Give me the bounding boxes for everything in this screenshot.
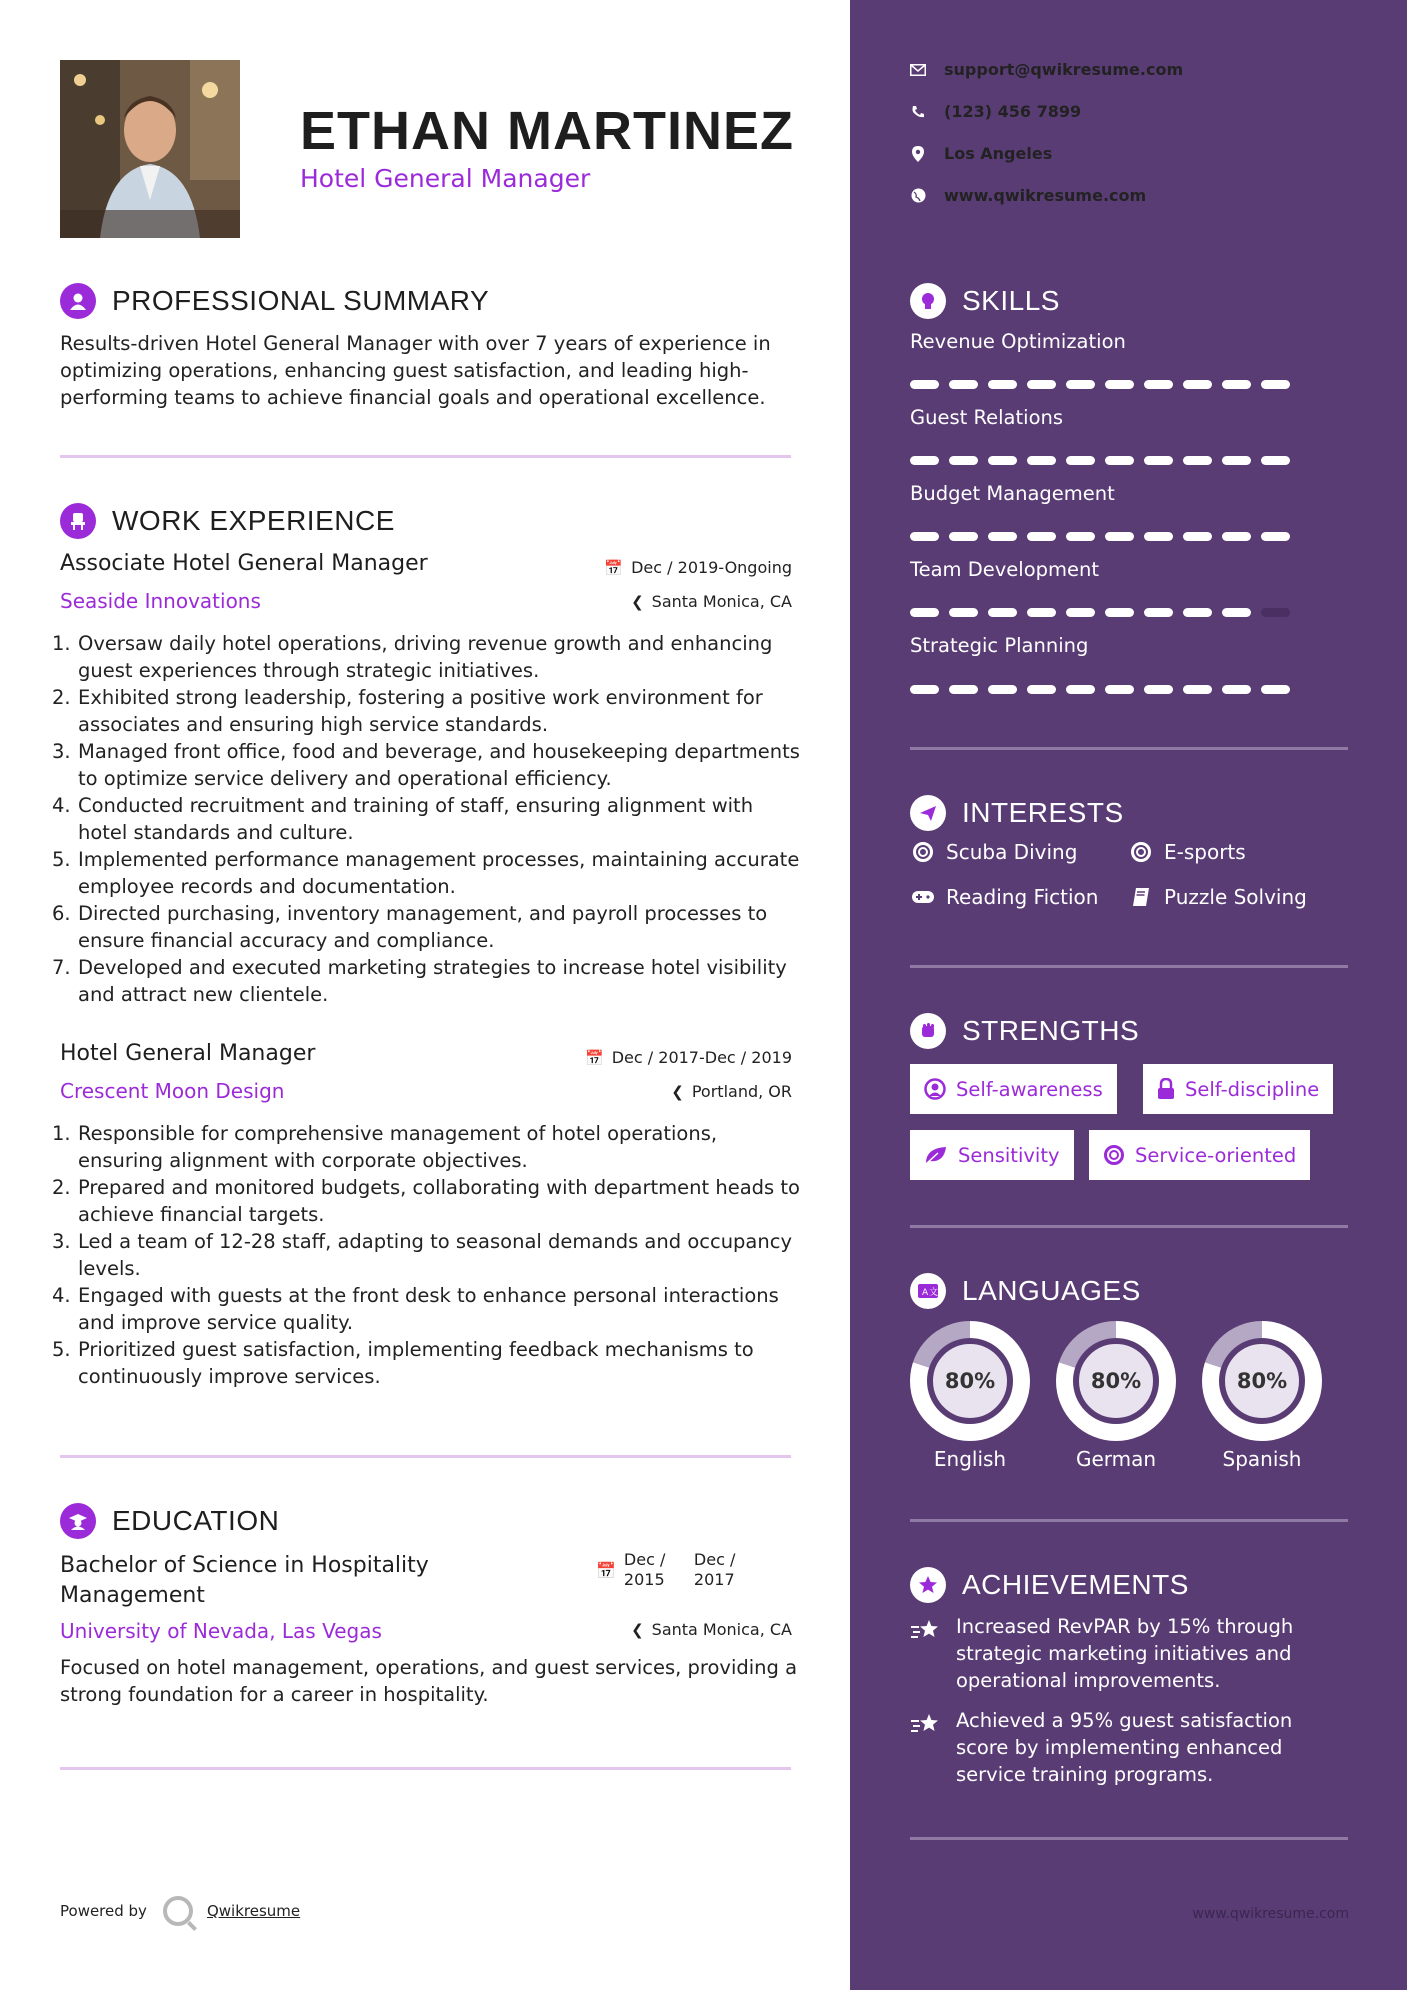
list-item: 4. Engaged with guests at the front desk to enhance personal interactions and improve service quality. [52, 1284, 779, 1334]
skill-dash-filled [1105, 380, 1134, 389]
contact-email[interactable]: support@qwikresume.com [910, 60, 1183, 79]
skill-level-bar [910, 608, 1290, 617]
lifebuoy-icon [1128, 841, 1154, 863]
skills-heading: SKILLS [910, 283, 1060, 319]
education-heading [60, 1503, 279, 1539]
list-item: 1. Responsible for comprehensive management of hotel operations, ensuring alignment with corporate objectives. [52, 1122, 718, 1172]
language-percent: 80% [1073, 1338, 1159, 1424]
powered-by: Powered by Qwikresume [60, 1896, 300, 1926]
skill-dash-filled [1222, 532, 1251, 541]
summary-text: Results-driven Hotel General Manager with over 7 years of experience in optimizing operations, enhancing guest satisfaction, and leading high-performing teams to achieve financial goals and operational excellence. [60, 332, 771, 409]
skill-dash-filled [1261, 456, 1290, 465]
list-item: 2. Exhibited strong leadership, fostering a positive work environment for associates and ensuring high service standards. [52, 686, 763, 736]
strength-badge: Sensitivity [910, 1130, 1074, 1180]
interest-item: E-sports [1128, 840, 1246, 864]
strength-badge: Self-discipline [1143, 1064, 1333, 1114]
job-title: Hotel General Manager [60, 1041, 316, 1066]
lifebuoy-icon [910, 841, 936, 863]
skill-dash-filled [1066, 685, 1095, 694]
shooting-star-icon [910, 1707, 944, 1788]
list-item: 5. Implemented performance management processes, maintaining accurate employee records and documentation. [52, 848, 800, 898]
skill-name: Strategic Planning [910, 634, 1089, 657]
skill-level-bar [910, 380, 1290, 389]
list-item: 2. Prepared and monitored budgets, collaborating with department heads to achieve financial targets. [52, 1176, 800, 1226]
skill-name: Guest Relations [910, 406, 1064, 429]
divider [60, 455, 791, 458]
achievement-item: Increased RevPAR by 15% through strategic marketing initiatives and operational improvements. [910, 1613, 1350, 1694]
skill-dash-filled [949, 456, 978, 465]
pin-icon: ❮ [631, 1620, 644, 1639]
degree-title: Bachelor of Science in Hospitality Management [60, 1553, 429, 1608]
list-item: 5. Prioritized guest satisfaction, implementing feedback mechanisms to continuously improve services. [52, 1338, 754, 1388]
skill-dash-filled [1027, 380, 1056, 389]
paper-plane-icon [910, 795, 946, 831]
skill-dash-filled [988, 685, 1017, 694]
skill-dash-empty [1261, 608, 1290, 617]
skill-dash-filled [1222, 608, 1251, 617]
interest-item: Scuba Diving [910, 840, 1077, 864]
book-icon [1128, 887, 1154, 907]
skill-dash-filled [988, 608, 1017, 617]
skill-dash-filled [1144, 532, 1173, 541]
skill-dash-filled [988, 380, 1017, 389]
achievement-item: Achieved a 95% guest satisfaction score by implementing enhanced service training programs. [910, 1707, 1350, 1788]
skill-dash-filled [988, 456, 1017, 465]
education-title: EDUCATION [112, 1505, 280, 1536]
job-title: Associate Hotel General Manager [60, 551, 428, 576]
divider [60, 1455, 791, 1458]
list-item: 7. Developed and executed marketing strategies to increase hotel visibility and attract new clientele. [52, 956, 787, 1006]
job-date: 📅 Dec / 2017-Dec / 2019 [585, 1048, 792, 1067]
language-ring [1056, 1321, 1176, 1441]
calendar-icon: 📅 [596, 1560, 616, 1580]
contact-phone[interactable]: (123) 456 7899 [910, 102, 1081, 121]
skill-dash-filled [1222, 685, 1251, 694]
skill-dash-filled [949, 608, 978, 617]
list-item: 1. Oversaw daily hotel operations, driving revenue growth and enhancing guest experiences through strategic initiatives. [52, 632, 773, 682]
leaf-icon [924, 1145, 948, 1165]
skill-dash-filled [1027, 608, 1056, 617]
svg-text:A: A [922, 1288, 929, 1298]
education-location: ❮ Santa Monica, CA [631, 1620, 792, 1639]
education-dates: 📅 Dec / 2015 Dec / 2017 [596, 1550, 736, 1589]
strengths-heading: STRENGTHS [910, 1013, 1139, 1049]
star-badge-icon [910, 1567, 946, 1603]
globe-icon [910, 188, 926, 203]
skill-dash-filled [1066, 608, 1095, 617]
user-circle-icon [924, 1078, 946, 1100]
divider [910, 965, 1348, 968]
skill-dash-filled [1261, 685, 1290, 694]
skill-dash-filled [1183, 456, 1212, 465]
job-company: Seaside Innovations [60, 589, 261, 613]
gamepad-icon [910, 889, 936, 905]
language-item [1202, 1321, 1322, 1471]
skill-dash-filled [1027, 456, 1056, 465]
skill-dash-filled [949, 380, 978, 389]
skill-level-bar [910, 456, 1290, 465]
divider [910, 1225, 1348, 1228]
divider [910, 1519, 1348, 1522]
interest-item: Puzzle Solving [1128, 885, 1307, 909]
contact-location: Los Angeles [910, 144, 1052, 163]
qwikresume-link[interactable]: Qwikresume [206, 1902, 301, 1920]
job-duties-list [52, 630, 804, 1008]
skill-dash-filled [1261, 532, 1290, 541]
pin-icon: ❮ [631, 592, 644, 611]
language-percent: 80% [1219, 1338, 1305, 1424]
skill-dash-filled [1183, 532, 1212, 541]
skill-dash-filled [1144, 685, 1173, 694]
skill-dash-filled [1066, 380, 1095, 389]
skill-dash-filled [1105, 532, 1134, 541]
calendar-icon: 📅 [585, 1048, 604, 1067]
skill-dash-filled [1183, 685, 1212, 694]
skill-name: Team Development [910, 558, 1100, 581]
skill-dash-filled [1183, 380, 1212, 389]
achievements-heading: ACHIEVEMENTS [910, 1567, 1189, 1603]
skill-dash-filled [1183, 608, 1212, 617]
skill-dash-filled [1222, 456, 1251, 465]
job-company: Crescent Moon Design [60, 1079, 285, 1103]
skill-dash-filled [1105, 456, 1134, 465]
lifebuoy-icon [1103, 1144, 1125, 1166]
job-location: ❮ Portland, OR [671, 1082, 792, 1101]
divider [60, 1767, 791, 1770]
skill-dash-filled [1144, 608, 1173, 617]
pin-icon: ❮ [671, 1082, 684, 1101]
skill-dash-filled [910, 685, 939, 694]
list-item: 6. Directed purchasing, inventory management, and payroll processes to ensure financial accuracy and compliance. [52, 902, 768, 952]
skill-dash-filled [1261, 380, 1290, 389]
skill-dash-filled [910, 456, 939, 465]
language-name: Spanish [1222, 1447, 1302, 1471]
candidate-name: ETHAN MARTINEZ [300, 101, 794, 161]
summary-heading [60, 283, 489, 319]
language-item [910, 1321, 1030, 1471]
profile-photo [60, 60, 240, 238]
chair-icon [60, 503, 96, 539]
skill-dash-filled [1105, 608, 1134, 617]
job-date: 📅 Dec / 2019-Ongoing [604, 558, 792, 577]
skill-dash-filled [1027, 685, 1056, 694]
skill-dash-filled [1027, 532, 1056, 541]
calendar-icon: 📅 [604, 558, 624, 577]
language-name: English [933, 1447, 1007, 1471]
skill-dash-filled [949, 685, 978, 694]
skill-dash-filled [910, 532, 939, 541]
list-item: 3. Led a team of 12-28 staff, adapting to seasonal demands and occupancy levels. [52, 1230, 792, 1280]
skill-dash-filled [910, 608, 939, 617]
skill-dash-filled [1144, 380, 1173, 389]
language-name: German [1075, 1447, 1157, 1471]
qwikresume-logo-icon [163, 1896, 193, 1926]
language-ring [1202, 1321, 1322, 1441]
footer-website[interactable]: www.qwikresume.com [1192, 1906, 1349, 1922]
strength-badge: Service-oriented [1089, 1130, 1310, 1180]
fist-icon [910, 1013, 946, 1049]
skill-dash-filled [1066, 456, 1095, 465]
map-pin-icon [910, 146, 926, 162]
job-duties-list [52, 1120, 804, 1390]
graduate-icon [60, 1503, 96, 1539]
job-location: ❮ Santa Monica, CA [631, 592, 792, 611]
user-icon [60, 283, 96, 319]
phone-icon [910, 105, 926, 119]
skill-name: Revenue Optimization [910, 330, 1126, 353]
lock-icon [1157, 1078, 1175, 1100]
list-item: 3. Managed front office, food and beverage, and housekeeping departments to optimize service delivery and operational efficiency. [52, 740, 800, 790]
contact-website[interactable]: www.qwikresume.com [910, 186, 1146, 205]
skill-dash-filled [1144, 456, 1173, 465]
summary-title: PROFESSIONAL SUMMARY [112, 285, 490, 316]
experience-heading [60, 503, 395, 539]
skill-dash-filled [1105, 685, 1134, 694]
skill-dash-filled [910, 380, 939, 389]
svg-text:文: 文 [929, 1288, 939, 1298]
shooting-star-icon [910, 1613, 944, 1694]
list-item: 4. Conducted recruitment and training of staff, ensuring alignment with hotel standards and culture. [52, 794, 754, 844]
interest-item: Reading Fiction [910, 885, 1098, 909]
language-ring [910, 1321, 1030, 1441]
skill-dash-filled [988, 532, 1017, 541]
languages-heading: A 文 LANGUAGES [910, 1273, 1141, 1309]
skill-level-bar [910, 532, 1290, 541]
language-percent: 80% [927, 1338, 1013, 1424]
candidate-role: Hotel General Manager [300, 164, 591, 193]
school-name: University of Nevada, Las Vegas [60, 1619, 382, 1643]
skill-name: Budget Management [910, 482, 1115, 505]
skill-dash-filled [949, 532, 978, 541]
divider [910, 747, 1348, 750]
skill-dash-filled [1066, 532, 1095, 541]
translate-icon [910, 1273, 946, 1309]
interests-heading: INTERESTS [910, 795, 1124, 831]
divider [910, 1837, 1348, 1840]
language-item [1056, 1321, 1176, 1471]
strength-badge: Self-awareness [910, 1064, 1117, 1114]
skill-level-bar [910, 685, 1290, 694]
lightbulb-icon [910, 283, 946, 319]
skill-dash-filled [1222, 380, 1251, 389]
experience-title: WORK EXPERIENCE [112, 505, 395, 536]
education-text: Focused on hotel management, operations, and guest services, providing a strong foundation for a career in hospitality. [60, 1656, 798, 1706]
envelope-icon [910, 64, 926, 76]
